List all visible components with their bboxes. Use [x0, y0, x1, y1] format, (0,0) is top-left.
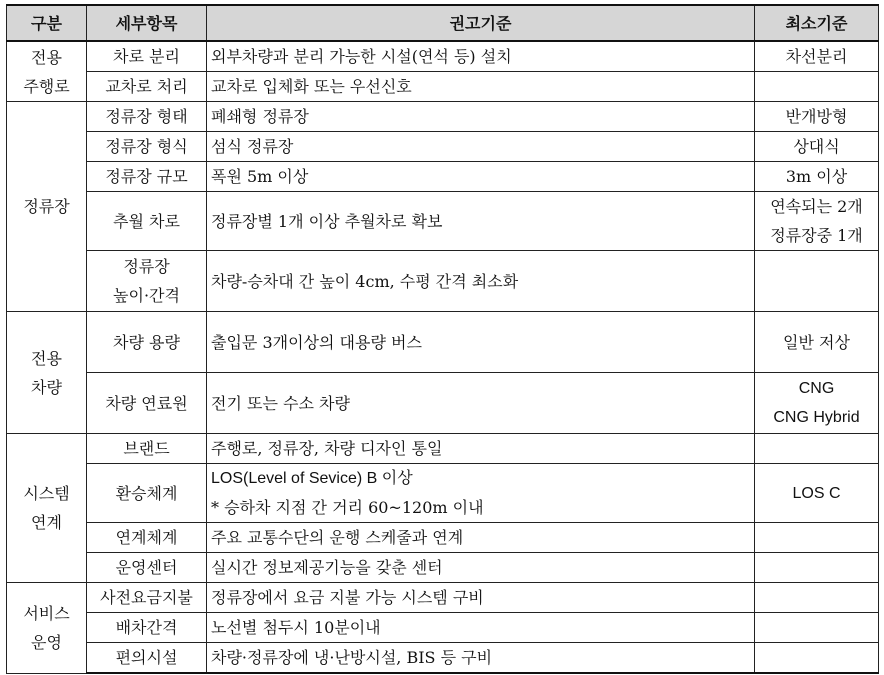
recommended-cell: 차량-승차대 간 높이 4cm, 수평 간격 최소화: [207, 251, 755, 312]
minimum-cell: [755, 553, 879, 583]
minimum-line: 연속되는 2개: [770, 197, 863, 216]
recommended-cell: 노선별 첨두시 10분이내: [207, 613, 755, 643]
header-row: [7, 5, 879, 41]
item-cell: 정류장 형식: [87, 132, 207, 162]
recommended-cell: 주행로, 정류장, 차량 디자인 통일: [207, 434, 755, 464]
table-row: [7, 192, 879, 251]
table-row: [7, 464, 879, 523]
minimum-line: 정류장중 1개: [770, 226, 863, 245]
table-row: [7, 583, 879, 613]
item-cell: 배차간격: [87, 613, 207, 643]
minimum-cell: 차선분리: [755, 41, 879, 72]
item-cell: 브랜드: [87, 434, 207, 464]
recommended-cell: 실시간 정보제공기능을 갖춘 센터: [207, 553, 755, 583]
recommended-cell: 차량·정류장에 냉·난방시설, BIS 등 구비: [207, 643, 755, 674]
minimum-cell: 3m 이상: [755, 162, 879, 192]
group-system-link: [7, 434, 87, 583]
minimum-cell: [755, 613, 879, 643]
item-line: 정류장: [123, 257, 170, 276]
recommended-cell: 주요 교통수단의 운행 스케줄과 연계: [207, 523, 755, 553]
minimum-cell: 일반 저상: [755, 312, 879, 373]
header-minimum: 최소기준: [755, 5, 879, 41]
table-row: [7, 434, 879, 464]
table-row: [7, 251, 879, 312]
table-row: [7, 72, 879, 102]
table-row: [7, 132, 879, 162]
recommended-cell: 교차로 입체화 또는 우선신호: [207, 72, 755, 102]
recommended-cell: 출입문 3개이상의 대용량 버스: [207, 312, 755, 373]
group-label: 시스템: [23, 484, 70, 503]
header-item: 세부항목: [87, 5, 207, 41]
item-cell: 차로 분리: [87, 41, 207, 72]
header-recommended: 권고기준: [207, 5, 755, 41]
item-cell: 연계체계: [87, 523, 207, 553]
minimum-cell: [755, 373, 879, 434]
item-cell: 차량 용량: [87, 312, 207, 373]
header-category: 구분: [7, 5, 87, 41]
minimum-cell: [755, 72, 879, 102]
group-dedicated-vehicle: [7, 312, 87, 434]
minimum-cell: [755, 643, 879, 674]
recommended-line: LOS(Level of Sevice) B 이상: [211, 470, 413, 487]
table-row: [7, 312, 879, 373]
minimum-cell: 상대식: [755, 132, 879, 162]
minimum-line: CNG Hybrid: [773, 409, 860, 426]
table-row: [7, 553, 879, 583]
recommended-cell: 전기 또는 수소 차량: [207, 373, 755, 434]
item-cell: 환승체계: [87, 464, 207, 523]
table-row: [7, 643, 879, 674]
recommended-cell: [207, 464, 755, 523]
group-label: 운영: [31, 632, 62, 652]
table-row: [7, 162, 879, 192]
table-row: [7, 613, 879, 643]
table-row: [7, 373, 879, 434]
item-cell: 추월 차로: [87, 192, 207, 251]
table-row: [7, 102, 879, 132]
minimum-cell: 반개방형: [755, 102, 879, 132]
group-label: 전용: [31, 47, 62, 67]
item-cell: 사전요금지불: [87, 583, 207, 613]
criteria-table: [6, 4, 879, 674]
group-label: 연계: [31, 513, 62, 532]
group-label: 정류장: [23, 197, 70, 216]
item-cell: 정류장 형태: [87, 102, 207, 132]
table-row: [7, 523, 879, 553]
group-service-operation: [7, 583, 87, 674]
minimum-cell: [755, 434, 879, 464]
group-station: [7, 102, 87, 312]
group-label: 주행로: [23, 76, 70, 96]
item-cell: [87, 251, 207, 312]
group-label: 전용: [31, 348, 62, 368]
item-cell: 운영센터: [87, 553, 207, 583]
item-cell: 교차로 처리: [87, 72, 207, 102]
recommended-line: * 승하차 지점 간 거리 60~120m 이내: [211, 498, 484, 517]
minimum-cell: [755, 251, 879, 312]
recommended-cell: 섬식 정류장: [207, 132, 755, 162]
item-cell: 편의시설: [87, 643, 207, 674]
item-cell: 차량 연료원: [87, 373, 207, 434]
item-cell: 정류장 규모: [87, 162, 207, 192]
group-label: 서비스: [23, 603, 70, 623]
minimum-cell: [755, 583, 879, 613]
recommended-cell: 정류장별 1개 이상 추월차로 확보: [207, 192, 755, 251]
minimum-cell: LOS C: [755, 464, 879, 523]
minimum-cell: [755, 192, 879, 251]
recommended-cell: 폐쇄형 정류장: [207, 102, 755, 132]
table-row: [7, 41, 879, 72]
group-dedicated-lane: [7, 41, 87, 102]
recommended-cell: 외부차량과 분리 가능한 시설(연석 등) 설치: [207, 41, 755, 72]
group-label: 차량: [31, 377, 62, 397]
recommended-cell: 폭원 5m 이상: [207, 162, 755, 192]
item-line: 높이·간격: [113, 286, 180, 305]
recommended-cell: 정류장에서 요금 지불 가능 시스템 구비: [207, 583, 755, 613]
minimum-cell: [755, 523, 879, 553]
minimum-line: CNG: [798, 380, 835, 397]
